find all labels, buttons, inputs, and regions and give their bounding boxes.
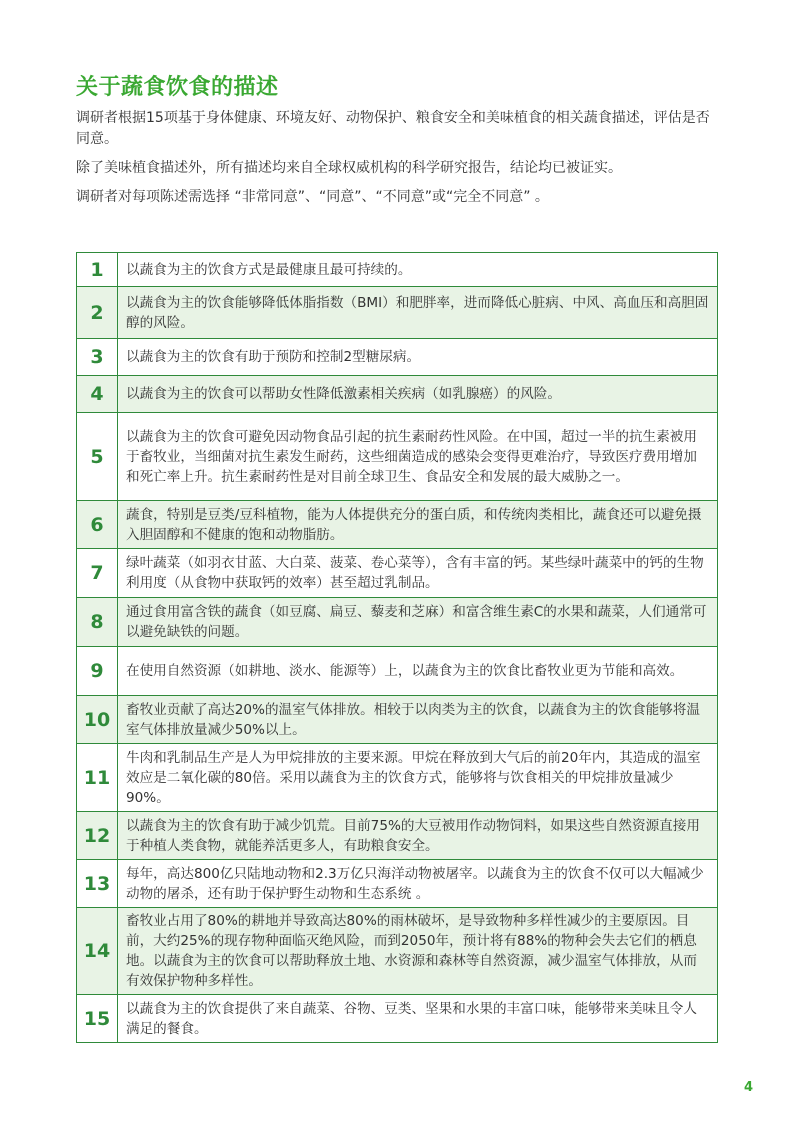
statement-text: 通过食用富含铁的蔬食（如豆腐、扁豆、藜麦和芝麻）和富含维生素C的水果和蔬菜，人们通常可以避免缺铁的问题。 bbox=[118, 598, 718, 647]
intro-paragraph: 除了美味植食描述外，所有描述均来自全球权威机构的科学研究报告，结论均已被证实。 bbox=[76, 160, 622, 176]
intro-paragraph: 调研者对每项陈述需选择 “非常同意”、“同意”、“不同意”或“完全不同意” 。 bbox=[76, 189, 549, 205]
table-row bbox=[77, 860, 718, 908]
statement-text: 以蔬食为主的饮食提供了来自蔬菜、谷物、豆类、坚果和水果的丰富口味，能够带来美味且令人满足的餐食。 bbox=[118, 995, 718, 1043]
table-row bbox=[77, 501, 718, 549]
statement-number: 11 bbox=[77, 744, 118, 812]
statement-text: 以蔬食为主的饮食能够降低体脂指数（BMI）和肥胖率，进而降低心脏病、中风、高血压和高胆固醇的风险。 bbox=[118, 287, 718, 339]
statement-number: 10 bbox=[77, 696, 118, 744]
table-row bbox=[77, 647, 718, 696]
statement-number: 14 bbox=[77, 908, 118, 995]
table-row bbox=[77, 376, 718, 413]
statement-text: 以蔬食为主的饮食可避免因动物食品引起的抗生素耐药性风险。在中国，超过一半的抗生素被用于畜牧业，当细菌对抗生素发生耐药，这些细菌造成的感染会变得更难治疗，导致医疗费用增加和死亡率上升。抗生素耐药性是对目前全球卫生、食品安全和发展的最大威胁之一。 bbox=[118, 413, 718, 501]
statement-number: 9 bbox=[77, 647, 118, 696]
table-row bbox=[77, 339, 718, 376]
statement-text: 蔬食，特别是豆类/豆科植物，能为人体提供充分的蛋白质，和传统肉类相比，蔬食还可以避免摄入胆固醇和不健康的饱和动物脂肪。 bbox=[118, 501, 718, 549]
statement-number: 2 bbox=[77, 287, 118, 339]
statement-text: 畜牧业贡献了高达20%的温室气体排放。相较于以肉类为主的饮食，以蔬食为主的饮食能够将温室气体排放量减少50%以上。 bbox=[118, 696, 718, 744]
statement-text: 畜牧业占用了80%的耕地并导致高达80%的雨林破坏，是导致物种多样性减少的主要原因。目前，大约25%的现存物种面临灭绝风险，而到2050年，预计将有88%的物种会失去它们的栖息地。以蔬食为主的饮食可以帮助释放土地、水资源和森林等自然资源，减少温室气体排放，从而有效保护物种多样性。 bbox=[118, 908, 718, 995]
table-row bbox=[77, 549, 718, 598]
table-row bbox=[77, 696, 718, 744]
statement-text: 每年，高达800亿只陆地动物和2.3万亿只海洋动物被屠宰。以蔬食为主的饮食不仅可以大幅减少动物的屠杀，还有助于保护野生动物和生态系统 。 bbox=[118, 860, 718, 908]
statement-number: 3 bbox=[77, 339, 118, 376]
intro-paragraph: 调研者根据15项基于身体健康、环境友好、动物保护、粮食安全和美味植食的相关蔬食描述，评估是否同意。 bbox=[76, 110, 710, 147]
statement-text: 以蔬食为主的饮食有助于减少饥荒。目前75%的大豆被用作动物饲料，如果这些自然资源直接用于种植人类食物，就能养活更多人，有助粮食安全。 bbox=[118, 812, 718, 860]
table-row bbox=[77, 413, 718, 501]
statement-text: 绿叶蔬菜（如羽衣甘蓝、大白菜、菠菜、卷心菜等），含有丰富的钙。某些绿叶蔬菜中的钙的生物利用度（从食物中获取钙的效率）甚至超过乳制品。 bbox=[118, 549, 718, 598]
table-row bbox=[77, 908, 718, 995]
page-title: 关于蔬食饮食的描述 bbox=[76, 75, 279, 100]
statement-number: 12 bbox=[77, 812, 118, 860]
statement-text: 以蔬食为主的饮食有助于预防和控制2型糖尿病。 bbox=[118, 339, 718, 376]
statement-number: 5 bbox=[77, 413, 118, 501]
statement-text: 以蔬食为主的饮食可以帮助女性降低激素相关疾病（如乳腺癌）的风险。 bbox=[118, 376, 718, 413]
statement-number: 7 bbox=[77, 549, 118, 598]
table-row bbox=[77, 253, 718, 287]
statement-text: 在使用自然资源（如耕地、淡水、能源等）上，以蔬食为主的饮食比畜牧业更为节能和高效。 bbox=[118, 647, 718, 696]
table-row bbox=[77, 287, 718, 339]
statement-number: 13 bbox=[77, 860, 118, 908]
statement-text: 以蔬食为主的饮食方式是最健康且最可持续的。 bbox=[118, 253, 718, 287]
statement-number: 15 bbox=[77, 995, 118, 1043]
table-row bbox=[77, 744, 718, 812]
table-row bbox=[77, 598, 718, 647]
statements-table bbox=[76, 252, 718, 1043]
statement-number: 8 bbox=[77, 598, 118, 647]
statement-number: 1 bbox=[77, 253, 118, 287]
statement-number: 4 bbox=[77, 376, 118, 413]
page-number: 4 bbox=[744, 1080, 754, 1095]
statement-text: 牛肉和乳制品生产是人为甲烷排放的主要来源。甲烷在释放到大气后的前20年内，其造成的温室效应是二氧化碳的80倍。采用以蔬食为主的饮食方式，能够将与饮食相关的甲烷排放量减少90%。 bbox=[118, 744, 718, 812]
table-row bbox=[77, 812, 718, 860]
statement-number: 6 bbox=[77, 501, 118, 549]
table-row bbox=[77, 995, 718, 1043]
intro bbox=[76, 108, 722, 216]
